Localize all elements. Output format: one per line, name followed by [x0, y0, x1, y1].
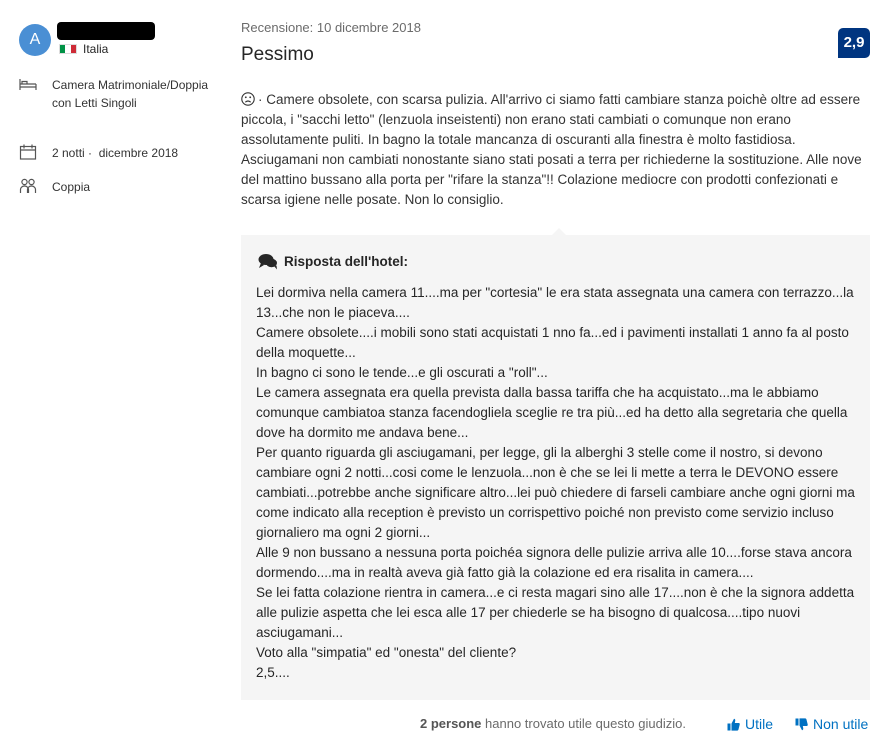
- traveler-type: Coppia: [52, 180, 91, 194]
- reply-line: Per quanto riguarda gli asciugamani, per legge, gli la alberghi 3 stelle come il nostro, si devono cambiare ogni 2 notti...cosi come le lenzuola...non è che se lei li mette a terra le DEVONO essere cambiati...potrebbe anche significare altro...lei può chiedere di farseli cambiare anche ogni giorni ma come indicato alla reception è previsto un corrispettivo poiché non previsto come servizio incluso giornaliero ma ogni 2 giorni...: [256, 445, 855, 540]
- reply-line: Alle 9 non bussano a nessuna porta poichéa signora delle pulizie arriva alle 10....forse stava ancora dormendo....ma in realtà aveva già fatto già la colazione ed era risalita in camera....: [256, 545, 852, 580]
- room-type: Camera Matrimoniale/Doppia con Letti Singoli: [52, 78, 209, 110]
- reply-line: Se lei fatta colazione rientra in camera...e ci resta magari sino alle 17....non è che la signora addetta alle pulizie aspetta che lei esca alle 17 per chiederle se ha bisogno di qualcosa....tipo nuovi asciugamani...: [256, 585, 855, 640]
- review-negative: [241, 90, 871, 210]
- avatar: A: [19, 24, 51, 56]
- hotel-reply: [241, 235, 870, 700]
- useful-button[interactable]: [727, 716, 773, 732]
- sad-face-icon: [241, 92, 255, 106]
- reply-line: Camere obsolete....i mobili sono stati acquistati 1 nno fa...ed i pavimenti installati 1 anno fa al posto della moquette...: [256, 325, 849, 360]
- reply-line: In bagno ci sono le tende...e gli oscurati a "roll"...: [256, 365, 548, 380]
- italy-flag-icon: [59, 44, 77, 54]
- review-negative-text: · Camere obsolete, con scarsa pulizia. All'arrivo ci siamo fatti cambiare stanza poichè oltre ad essere piccola, i "sacchi letto" (lenzuola inseistenti) non erano stati cambiati o comunque non erano assolutamente puliti. In bagno la totale mancanza di oscuranti alla finestra è molto fastidiosa. Asciugamani non cambiati nonostante siano stati posati a terra per richiederne la sostituzione. Alle nove del mattino bussano alla porta per "rifare la stanza"!! Colazione mediocre con prodotti confezionati e scarsa igiene nelle posate. Non lo consiglio.: [241, 92, 862, 207]
- traveler-type-row: [19, 178, 212, 196]
- helpful-persons: 2 persone: [420, 716, 482, 731]
- hotel-reply-header: [258, 253, 408, 270]
- bed-icon: [19, 76, 37, 92]
- reply-line: Lei dormiva nella camera 11....ma per "cortesia" le era stata assegnata una camera con terrazzo...la 13...che non le piaceva....: [256, 285, 854, 320]
- stay-date: dicembre 2018: [98, 146, 179, 160]
- thumbs-up-icon: [727, 718, 740, 731]
- review-title: Pessimo: [241, 44, 314, 65]
- country-label: Italia: [83, 42, 109, 56]
- reviewer-country: [59, 42, 108, 56]
- reply-line: Le camera assegnata era quella prevista dalla bassa tariffa che ha acquistato...ma le abbiamo comunque cambiatoa stanza facendogliela sceglie re tra più...ed ha detto alla segretaria che quella dove ha dormito me andava bene...: [256, 385, 848, 440]
- reviewer-name-redacted: [57, 22, 155, 40]
- stay-duration: 2 notti · dicembre 2018: [52, 146, 179, 160]
- calendar-icon: [19, 144, 37, 160]
- thumbs-down-icon: [795, 718, 808, 731]
- reply-line: 2,5....: [256, 665, 290, 680]
- reply-line: Voto alla "simpatia" ed "onesta" del cliente?: [256, 645, 517, 660]
- helpful-suffix: hanno trovato utile questo giudizio.: [485, 716, 686, 731]
- review-score-badge: 2,9: [838, 28, 870, 58]
- people-icon: [19, 178, 37, 194]
- not-useful-button[interactable]: [795, 716, 868, 732]
- nights: 2 notti: [52, 146, 85, 160]
- helpful-count: [420, 716, 686, 732]
- room-type-row: [19, 76, 212, 112]
- useful-label: Utile: [745, 716, 774, 732]
- hotel-reply-text: [256, 283, 860, 683]
- hotel-reply-title: Risposta dell'hotel:: [284, 254, 408, 269]
- stay-duration-row: [19, 144, 212, 162]
- not-useful-label: Non utile: [813, 716, 869, 732]
- speech-bubbles-icon: [258, 253, 278, 270]
- review-date: Recensione: 10 dicembre 2018: [241, 20, 421, 35]
